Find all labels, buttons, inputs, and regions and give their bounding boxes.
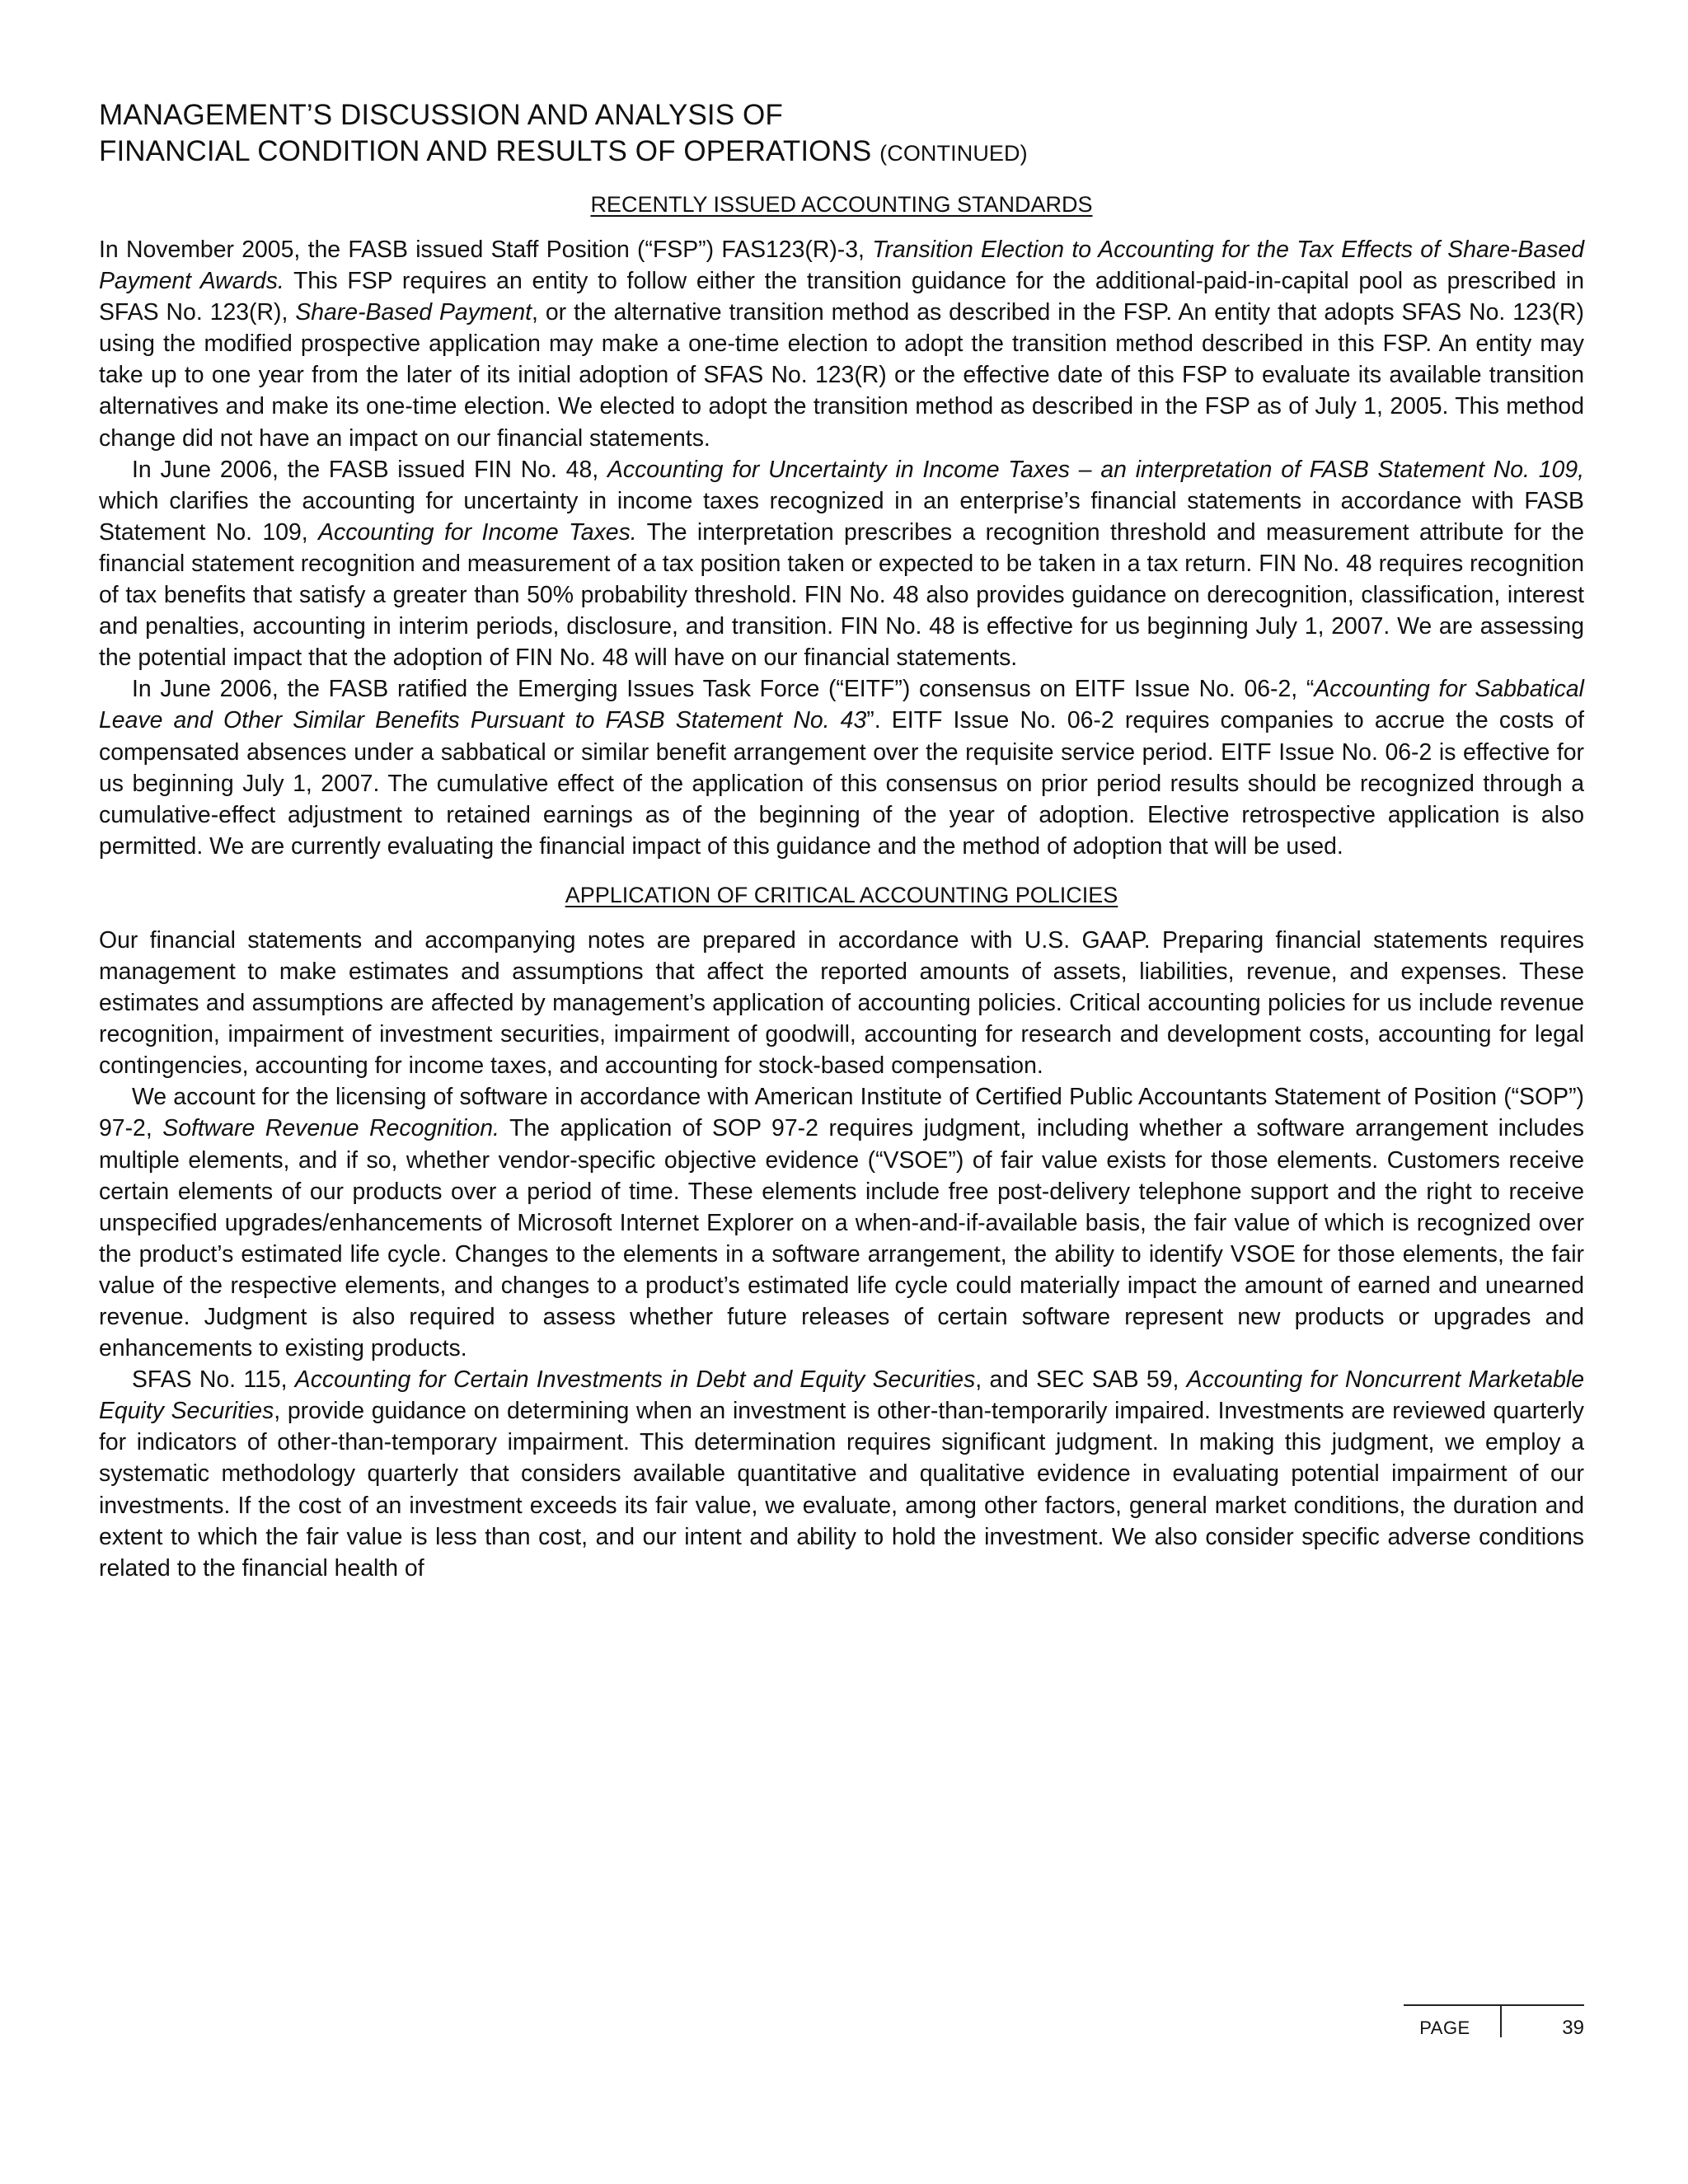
page-title (99, 97, 1584, 171)
text-run: ”. EITF Issue No. 06-2 requires companies to accrue the costs of compensated absences under a sabbatical or similar benefit arrangement over the requisite service period. EITF Issue No. 06-2 is effective for us beginning July 1, 2007. The cumulative effect of the application of this consensus on prior period results should be recognized through a cumulative-effect adjustment to retained earnings as of the beginning of the year of adoption. Elective retrospective application is also permitted. We are currently evaluating the financial impact of this guidance and the method of adoption that will be used. (99, 707, 1584, 860)
italic-title: Accounting for Noncurrent Marketable Equity Securities (99, 1366, 1584, 1425)
footer-divider (1500, 2006, 1502, 2037)
paragraph-fsp-fas123 (99, 234, 1584, 454)
paragraph-fin-48 (99, 454, 1584, 674)
section-heading-critical-policies: APPLICATION OF CRITICAL ACCOUNTING POLICIES (565, 882, 1118, 907)
page-label: PAGE (1419, 2018, 1470, 2038)
text-run: , and SEC SAB 59, (975, 1366, 1187, 1394)
text-run: , provide guidance on determining when an investment is other-than-temporarily impaired. Investments are reviewed quarterly for indicators of other-than-temporary impairment. This determination requires significant judgment. In making this judgment, we employ a systematic methodology quarterly that considers available quantitative and qualitative evidence in evaluating potential impairment of our investments. If the cost of an investment exceeds its fair value, we evaluate, among other factors, general market conditions, the duration and extent to which the fair value is less than cost, and our intent and ability to hold the investment. We also consider specific adverse conditions related to the financial health of (99, 1398, 1584, 1582)
italic-title: Accounting for Certain Investments in Debt and Equity Securities (294, 1366, 976, 1394)
title-line-2: FINANCIAL CONDITION AND RESULTS OF OPERATIONS (99, 135, 872, 167)
text-run: , or the alternative transition method as described in the FSP. An entity that adopts SFAS No. 123(R) using the modified prospective application may make a one-time election to adopt the transition method described in this FSP. An entity may take up to one year from the later of its initial adoption of SFAS No. 123(R) or the effective date of this FSP to evaluate its available transition alternatives and make its one-time election. We elected to adopt the transition method as described in the FSP as of July 1, 2005. This method change did not have an impact on our financial statements. (99, 299, 1585, 452)
italic-title: Accounting for Sabbatical Leave and Other Similar Benefits Pursuant to FASB Statement No. 43 (99, 676, 1584, 734)
text-run: Our financial statements and accompanying notes are prepared in accordance with U.S. GAAP. Preparing financial statements requires management to make estimates and assumptions that affect the reported amounts of assets, liabilities, revenue, and expenses. These estimates and assumptions are affected by management’s application of accounting policies. Critical accounting policies for us include revenue recognition, impairment of investment securities, impairment of goodwill, accounting for research and development costs, accounting for legal contingencies, accounting for income taxes, and accounting for stock-based compensation. (99, 926, 1584, 1080)
italic-title: Accounting for Income Taxes. (318, 518, 637, 546)
title-continued: (CONTINUED) (879, 141, 1028, 166)
title-line-1: MANAGEMENT’S DISCUSSION AND ANALYSIS OF (99, 99, 783, 131)
italic-title: Software Revenue Recognition. (162, 1115, 499, 1142)
text-run: In June 2006, the FASB ratified the Emerging Issues Task Force (“EITF”) consensus on EITF Issue No. 06-2, “ (132, 676, 1315, 703)
text-run: In November 2005, the FASB issued Staff Position (“FSP”) FAS123(R)-3, (99, 237, 873, 263)
text-run: This FSP requires an entity to follow either the transition guidance for the additional-paid-in-capital pool as prescribed in SFAS No. 123(R), (99, 268, 1584, 326)
italic-title: Share-Based Payment (295, 299, 532, 326)
text-run: We account for the licensing of software in accordance with American Institute of Certified Public Accountants Statement of Position (“SOP”) 97-2, (99, 1084, 1584, 1142)
text-run: which clarifies the accounting for uncertainty in income taxes recognized in an enterprise’s financial statements in accordance with FASB Statement No. 109, (99, 487, 1584, 546)
italic-title: Transition Election to Accounting for the Tax Effects of Share-Based Payment Awards. (99, 237, 1584, 295)
text-run: SFAS No. 115, (132, 1366, 295, 1394)
paragraph-eitf-06-2 (99, 673, 1584, 862)
page-number: 39 (1562, 2017, 1584, 2039)
paragraph-sfas-115 (99, 1364, 1584, 1584)
document-page (99, 97, 1584, 1584)
section-heading-recently-issued: RECENTLY ISSUED ACCOUNTING STANDARDS (590, 192, 1093, 217)
paragraph-gaap-estimates (99, 925, 1584, 1081)
text-run: The application of SOP 97-2 requires judgment, including whether a software arrangement includes multiple elements, and if so, whether vendor-specific objective evidence (“VSOE”) of fair value exists for those elements. Customers receive certain elements of our products over a period of time. These elements include free post-delivery telephone support and the right to receive unspecified upgrades/enhancements of Microsoft Internet Explorer on a when-and-if-available basis, the fair value of which is recognized over the product’s estimated life cycle. Changes to the elements in a software arrangement, the ability to identify VSOE for those elements, the fair value of the respective elements, and changes to a product’s estimated life cycle could materially impact the amount of earned and unearned revenue. Judgment is also required to assess whether future releases of certain software represent new products or upgrades and enhancements to existing products. (99, 1115, 1584, 1362)
paragraph-sop-97-2 (99, 1081, 1584, 1364)
italic-title: Accounting for Uncertainty in Income Taxes – an interpretation of FASB Statement No. 109, (607, 456, 1584, 483)
text-run: The interpretation prescribes a recognition threshold and measurement attribute for the financial statement recognition and measurement of a tax position taken or expected to be taken in a tax return. FIN No. 48 requires recognition of tax benefits that satisfy a greater than 50% probability threshold. FIN No. 48 also provides guidance on derecognition, classification, interest and penalties, accounting in interim periods, disclosure, and transition. FIN No. 48 is effective for us beginning July 1, 2007. We are assessing the potential impact that the adoption of FIN No. 48 will have on our financial statements. (99, 518, 1584, 672)
page-footer (1404, 2004, 1584, 2047)
text-run: In June 2006, the FASB issued FIN No. 48, (132, 456, 607, 483)
